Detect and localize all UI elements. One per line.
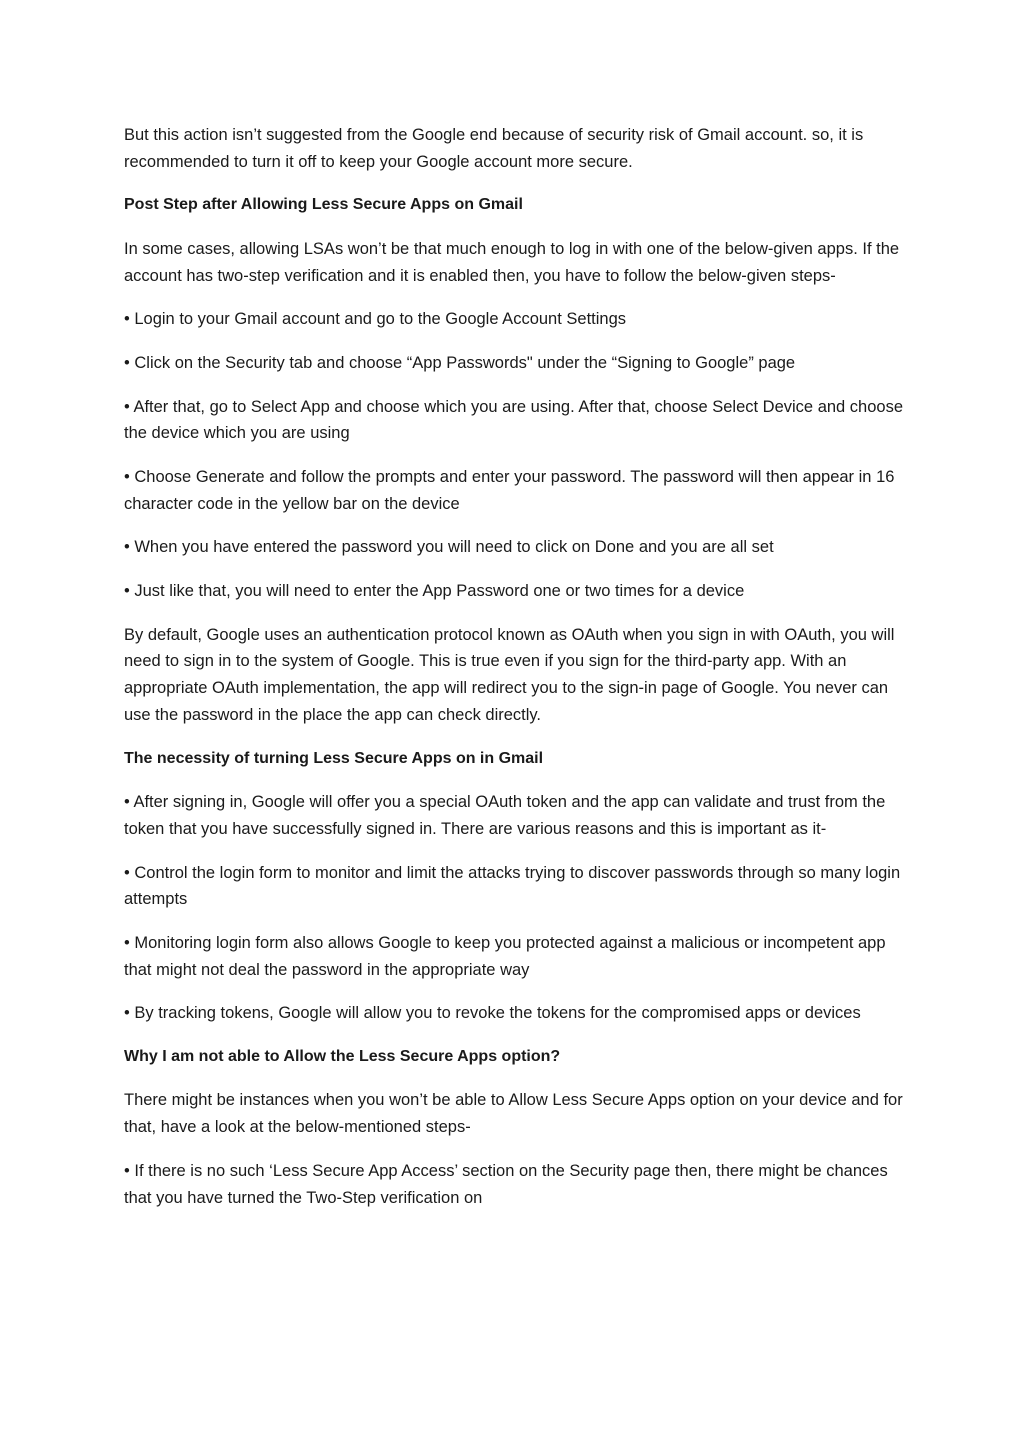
paragraph-two-step: In some cases, allowing LSAs won’t be that much enough to log in with one of the below-given apps. If the account has two-step verification and it is enabled then, you have to follow the below-given steps-	[124, 239, 900, 285]
bullet-tracking-tokens: • By tracking tokens, Google will allow you to revoke the tokens for the compromised apps or devices	[124, 1004, 861, 1023]
bullet-login: • Login to your Gmail account and go to the Google Account Settings	[124, 310, 627, 329]
bullet-select-app: • After that, go to Select App and choose which you are using. After that, choose Select Device and choose the device which you are using	[124, 397, 904, 443]
heading-post-step: Post Step after Allowing Less Secure Apps on Gmail	[124, 196, 523, 214]
bullet-no-section: • If there is no such ‘Less Secure App Access’ section on the Security page then, there might be chances that you have turned the Two-Step verification on	[124, 1161, 888, 1207]
document-page	[124, 122, 904, 1228]
bullet-generate: • Choose Generate and follow the prompts and enter your password. The password will then appear in 16 character code in the yellow bar on the device	[124, 467, 895, 513]
paragraph-instances: There might be instances when you won’t be able to Allow Less Secure Apps option on your device and for that, have a look at the below-mentioned steps-	[124, 1091, 903, 1137]
bullet-oauth-token: • After signing in, Google will offer you a special OAuth token and the app can validate and trust from the token that you have successfully signed in. There are various reasons and this is important as it-	[124, 793, 886, 838]
heading-necessity: The necessity of turning Less Secure Apps on in Gmail	[124, 749, 544, 767]
bullet-security-tab: • Click on the Security tab and choose “App Passwords" under the “Signing to Google” page	[124, 353, 796, 372]
bullet-app-password: • Just like that, you will need to enter the App Password one or two times for a device	[124, 581, 745, 600]
bullet-monitoring: • Monitoring login form also allows Google to keep you protected against a malicious or incompetent app that might not deal the password in the appropriate way	[124, 933, 886, 979]
paragraph-oauth: By default, Google uses an authentication protocol known as OAuth when you sign in with OAuth, you will need to sign in to the system of Google. This is true even if you sign for the third-party app. With an appropriate OAuth implementation, the app will redirect you to the sign-in page of Google. You never can use the password in the place the app can check directly.	[124, 625, 895, 724]
bullet-done: • When you have entered the password you will need to click on Done and you are all set	[124, 538, 774, 557]
paragraph-intro: But this action isn’t suggested from the Google end because of security risk of Gmail account. so, it is recommended to turn it off to keep your Google account more secure.	[124, 126, 864, 171]
bullet-login-form: • Control the login form to monitor and limit the attacks trying to discover passwords through so many login attempts	[124, 863, 901, 909]
heading-why-not-able: Why I am not able to Allow the Less Secure Apps option?	[124, 1047, 561, 1065]
